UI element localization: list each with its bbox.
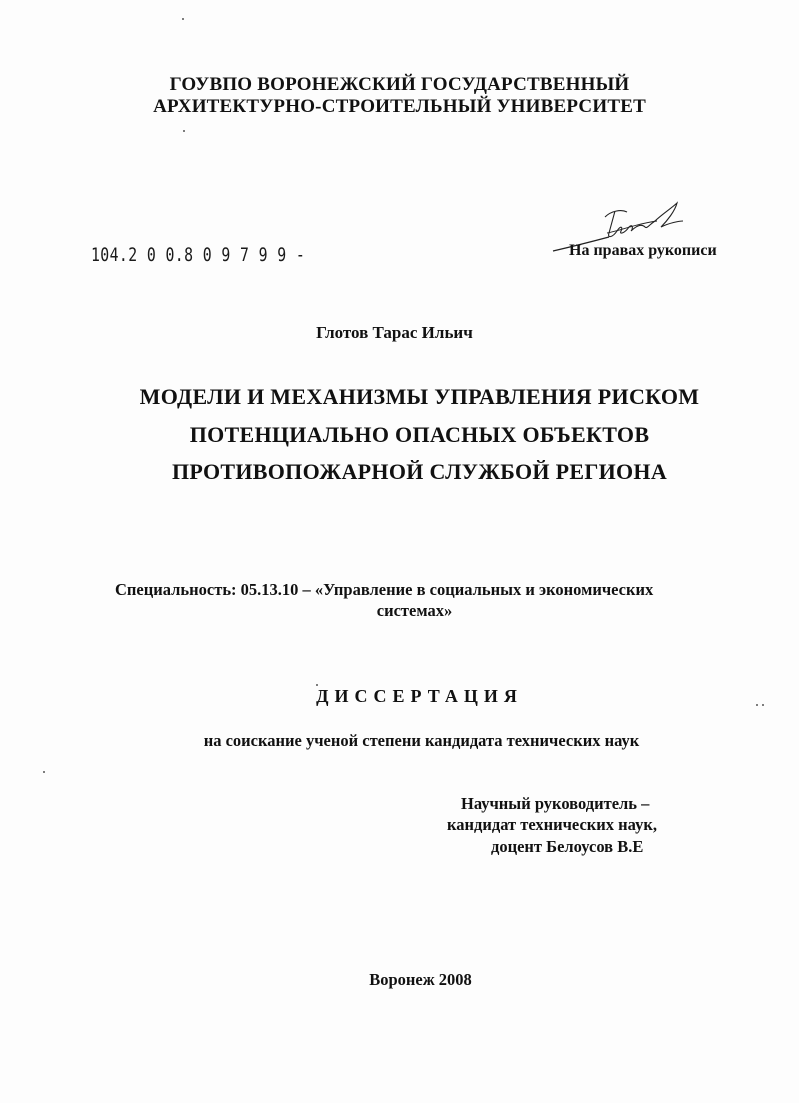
university-name-line1: ГОУВПО ВОРОНЕЖСКИЙ ГОСУДАРСТВЕННЫЙ	[169, 74, 630, 95]
scan-speck	[183, 130, 185, 132]
rights-note: На правах рукописи	[569, 242, 717, 259]
scan-speck	[756, 704, 758, 706]
scan-speck	[316, 684, 318, 686]
registration-number: 104.2 0 0.8 0 9 7 9 9 -	[91, 244, 306, 266]
document-type-label: ДИССЕРТАЦИЯ	[316, 686, 523, 706]
degree-purpose: на соискание ученой степени кандидата технических наук	[203, 731, 640, 750]
advisor-line2: кандидат технических наук,	[447, 815, 657, 834]
specialty-line2: системах»	[376, 601, 453, 620]
advisor-line3: доцент Белоусов В.Е	[491, 837, 644, 856]
advisor-line1: Научный руководитель –	[461, 794, 650, 813]
author-name: Глотов Тарас Ильич	[316, 323, 473, 342]
scan-speck	[43, 771, 45, 773]
specialty-line1: Специальность: 05.13.10 – «Управление в социальных и экономических	[115, 580, 654, 599]
scan-speck	[762, 704, 764, 706]
thesis-title-line2: ПОТЕНЦИАЛЬНО ОПАСНЫХ ОБЪЕКТОВ	[189, 422, 650, 447]
scan-speck	[182, 18, 184, 20]
thesis-title-line1: МОДЕЛИ И МЕХАНИЗМЫ УПРАВЛЕНИЯ РИСКОМ	[139, 384, 700, 409]
city-year: Воронеж 2008	[369, 970, 472, 989]
thesis-title-line3: ПРОТИВОПОЖАРНОЙ СЛУЖБОЙ РЕГИОНА	[171, 459, 668, 484]
university-name-line2: АРХИТЕКТУРНО-СТРОИТЕЛЬНЫЙ УНИВЕРСИТЕТ	[153, 96, 646, 117]
